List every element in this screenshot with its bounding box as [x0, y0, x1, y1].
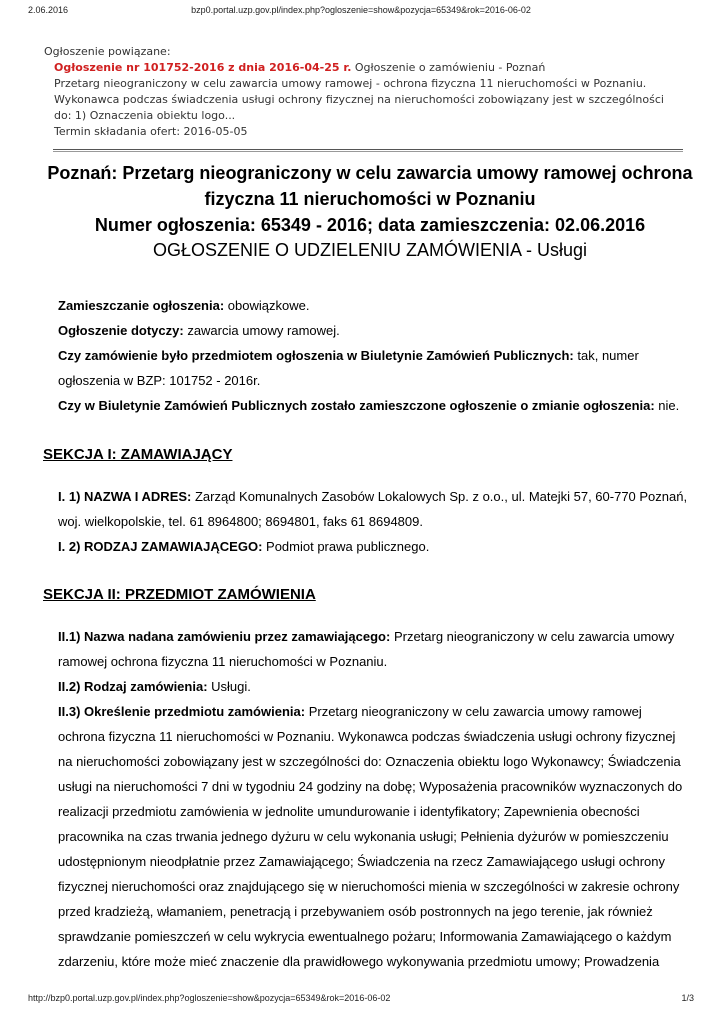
notice-number: Numer ogłoszenia: 65349 - 2016; data zamieszczenia: 02.06.2016	[94, 215, 646, 235]
notice-title-block	[40, 160, 700, 262]
section1-block	[58, 484, 688, 559]
intro-block	[58, 293, 688, 418]
field-value: zawarcia umowy ramowej.	[183, 323, 340, 338]
section-field	[58, 674, 688, 699]
section-field	[58, 699, 688, 974]
notice-type: OGŁOSZENIE O UDZIELENIU ZAMÓWIENIA - Usługi	[152, 240, 588, 260]
section2-block	[58, 624, 688, 974]
field-value: obowiązkowe.	[224, 298, 310, 313]
field-label: Czy zamówienie było przedmiotem ogłoszenia w Biuletynie Zamówień Publicznych:	[58, 348, 574, 363]
field-label: I. 2) RODZAJ ZAMAWIAJĄCEGO:	[58, 539, 263, 554]
related-title: Ogłoszenie powiązane:	[44, 45, 171, 58]
related-link-suffix: Ogłoszenie o zamówieniu - Poznań	[351, 61, 546, 74]
related-notice	[44, 44, 684, 140]
field-label: Czy w Biuletynie Zamówień Publicznych zostało zamieszczone ogłoszenie o zmianie ogłoszenia:	[58, 398, 655, 413]
divider	[53, 149, 683, 152]
field-label: II.3) Określenie przedmiotu zamówienia:	[58, 704, 306, 719]
field-value: Podmiot prawa publicznego.	[262, 539, 430, 554]
field-label: I. 1) NAZWA I ADRES:	[58, 489, 192, 504]
field-label: Ogłoszenie dotyczy:	[58, 323, 184, 338]
related-line: do: 1) Oznaczenia obiektu logo...	[54, 109, 236, 122]
section-field	[58, 624, 688, 674]
section-field	[58, 534, 688, 559]
field-value: nie.	[654, 398, 680, 413]
field-value: Przetarg nieograniczony w celu zawarcia umowy ramowej ochrona fizyczna 11 nieruchomości w Poznaniu.	[58, 629, 675, 669]
print-header	[28, 5, 694, 19]
print-date: 2.06.2016	[28, 5, 69, 15]
field-value: tak, numer ogłoszenia w BZP: 101752 - 2016r.	[58, 348, 639, 388]
page-number: 1/3	[681, 993, 694, 1003]
section-field	[58, 484, 688, 534]
print-footer	[28, 993, 694, 1007]
section-heading: SEKCJA I: ZAMAWIAJĄCY	[43, 446, 233, 463]
field-label: II.1) Nazwa nadana zamówieniu przez zamawiającego:	[58, 629, 391, 644]
page-title: Poznań: Przetarg nieograniczony w celu zawarcia umowy ramowej ochrona fizyczna 11 nieruchomości w Poznaniu	[47, 163, 693, 209]
related-deadline: Termin składania ofert: 2016-05-05	[54, 125, 248, 138]
intro-field	[58, 318, 688, 343]
intro-field	[58, 343, 688, 393]
field-label: II.2) Rodzaj zamówienia:	[58, 679, 208, 694]
intro-field	[58, 293, 688, 318]
related-notice-link[interactable]: Ogłoszenie nr 101752-2016 z dnia 2016-04-25 r.	[54, 61, 352, 74]
field-label: Zamieszczanie ogłoszenia:	[58, 298, 225, 313]
section-heading: SEKCJA II: PRZEDMIOT ZAMÓWIENIA	[43, 586, 316, 603]
print-footer-url: http://bzp0.portal.uzp.gov.pl/index.php?ogloszenie=show&pozycja=65349&rok=2016-06-02	[28, 993, 391, 1003]
related-body	[54, 60, 684, 140]
related-line: Przetarg nieograniczony w celu zawarcia umowy ramowej - ochrona fizyczna 11 nieruchomości w Poznaniu.	[54, 77, 647, 90]
field-value: Przetarg nieograniczony w celu zawarcia umowy ramowej ochrona fizyczna 11 nieruchomości w Poznaniu. Wykonawca podczas świadczenia usługi ochrony fizycznej na nieruchomości zobowiązany jest w szczególności do: Oznaczenia obiektu logo Wykonawcy; Świadczenia usługi na nieruchomości 7 dni w tygodniu 24 godziny na dobę; Wyposażenia pracowników wyznaczonych do realizacji przedmiotu zamówienia w jednolite umundurowanie i identyfikatory; Zapewnienia obecności pracownika na czas trwania jednego dyżuru w celu wykonania usługi; Pełnienia dyżurów w pomieszczeniu udostępnionym nieodpłatnie przez Zamawiającego; Świadczenia na rzecz Zamawiającego usługi ochrony fizycznej nieruchomości oraz znajdującego się w nieruchomości mienia w szczególności w zakresie ochrony przed kradzieżą, włamaniem, penetracją i przebywaniem osób postronnych na jego terenie, jak również sprawdzanie pomieszczeń w celu wykrycia ewentualnego pożaru; Informowania Zamawiającego o każdym zdarzeniu, które może mieć znaczenie dla prawidłowego wykonywania przedmiotu umowy; Prowadzenia	[58, 704, 683, 969]
field-value: Usługi.	[207, 679, 251, 694]
print-url: bzp0.portal.uzp.gov.pl/index.php?ogloszenie=show&pozycja=65349&rok=2016-06-02	[191, 5, 531, 15]
intro-field	[58, 393, 688, 418]
related-line: Wykonawca podczas świadczenia usługi ochrony fizycznej na nieruchomości zobowiązany jest w szczególności	[54, 93, 664, 106]
field-value: Zarząd Komunalnych Zasobów Lokalowych Sp. z o.o., ul. Matejki 57, 60-770 Poznań, woj. wielkopolskie, tel. 61 8964800; 8694801, faks 61 8694809.	[58, 489, 688, 529]
